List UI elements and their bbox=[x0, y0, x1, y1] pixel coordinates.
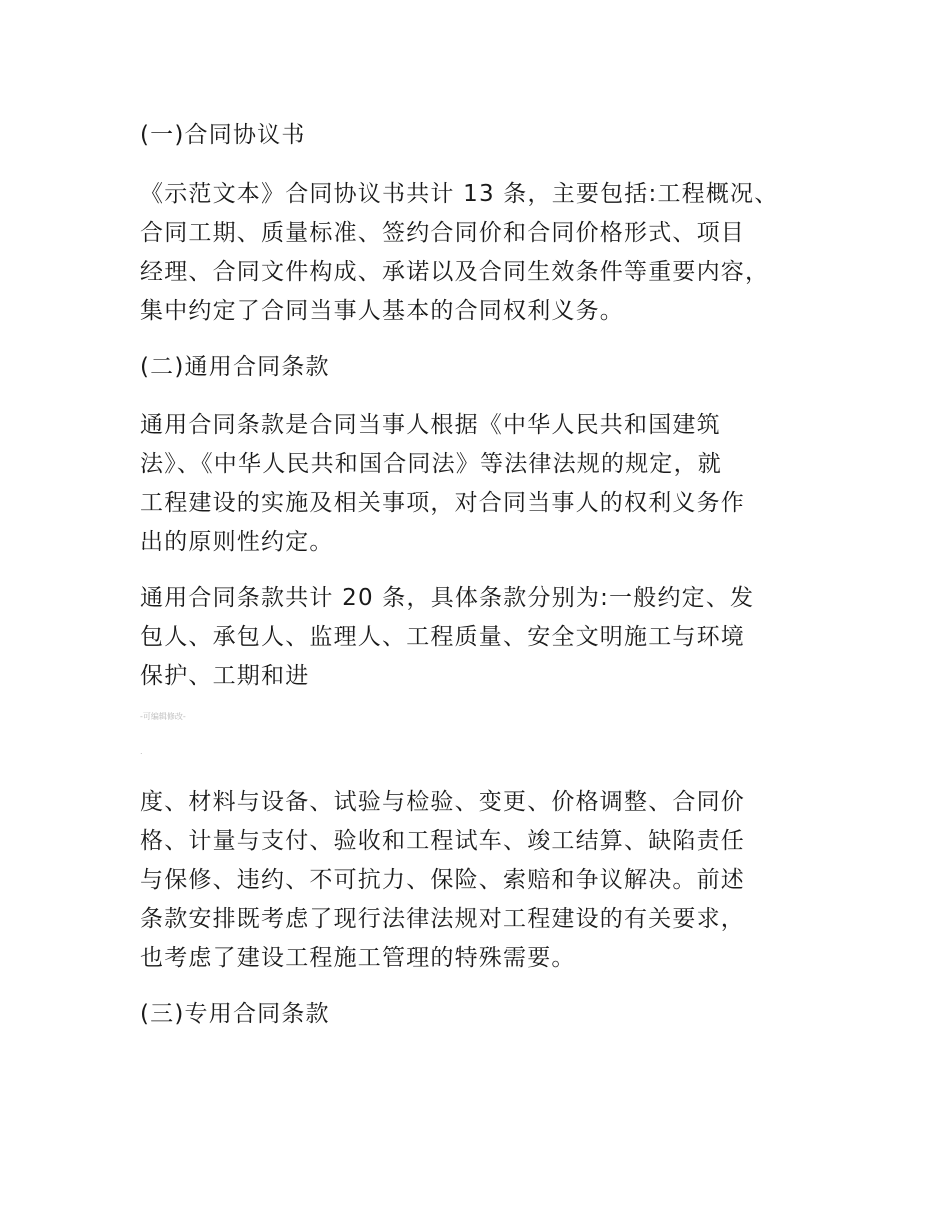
section-heading-3: (三)专用合同条款 bbox=[140, 1001, 330, 1027]
page-break-mark: . bbox=[140, 747, 143, 756]
paragraph-line: 与保修、违约、不可抗力、保险、索赔和争议解决。前述 bbox=[140, 867, 745, 893]
section-heading-1: (一)合同协议书 bbox=[140, 122, 306, 148]
editable-note: -可编辑修改- bbox=[140, 712, 186, 721]
paragraph-line: 经理、合同文件构成、承诺以及合同生效条件等重要内容， bbox=[140, 259, 770, 285]
paragraph-line: 通用合同条款共计 20 条，具体条款分别为:一般约定、发 bbox=[140, 585, 755, 611]
paragraph-line: 合同工期、质量标准、签约合同价和合同价格形式、项目 bbox=[140, 220, 745, 246]
paragraph-line: 也考虑了建设工程施工管理的特殊需要。 bbox=[140, 945, 576, 971]
paragraph-line: 出的原则性约定。 bbox=[140, 529, 334, 555]
paragraph-line: 格、计量与支付、验收和工程试车、竣工结算、缺陷责任 bbox=[140, 828, 745, 854]
paragraph-line: 条款安排既考虑了现行法律法规对工程建设的有关要求， bbox=[140, 906, 745, 932]
paragraph-line: 法》、《中华人民共和国合同法》等法律法规的规定，就 bbox=[140, 451, 722, 477]
paragraph-line: 工程建设的实施及相关事项，对合同当事人的权利义务作 bbox=[140, 490, 745, 516]
paragraph-line: 通用合同条款是合同当事人根据《中华人民共和国建筑 bbox=[140, 412, 721, 438]
section-heading-2: (二)通用合同条款 bbox=[140, 354, 330, 380]
paragraph-line: 包人、承包人、监理人、工程质量、安全文明施工与环境 bbox=[140, 624, 745, 650]
paragraph-line: 《示范文本》合同协议书共计 13 条，主要包括:工程概况、 bbox=[140, 181, 779, 207]
paragraph-line: 保护、工期和进 bbox=[140, 663, 310, 689]
paragraph-line: 集中约定了合同当事人基本的合同权利义务。 bbox=[140, 298, 624, 324]
paragraph-line: 度、材料与设备、试验与检验、变更、价格调整、合同价 bbox=[140, 789, 745, 815]
